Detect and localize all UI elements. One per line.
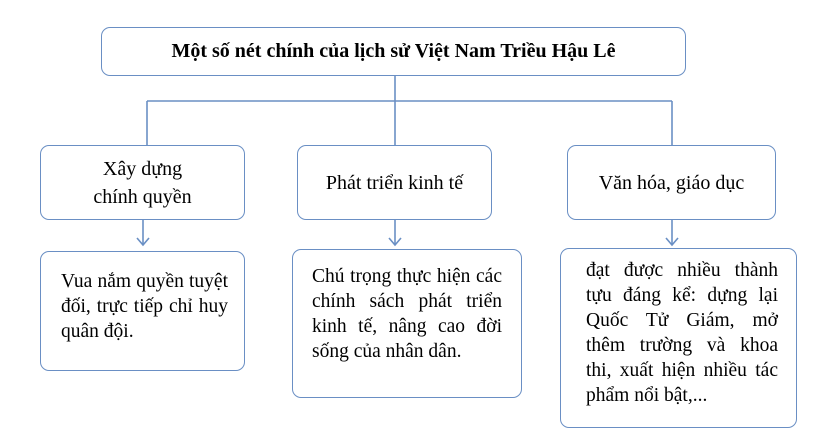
heading-economy: Phát triển kinh tế [325,171,464,194]
heading-box-economy [297,145,492,220]
heading-culture: Văn hóa, giáo dục [598,171,745,194]
detail-culture: đạt được nhiều thành tựu đáng kể: dựng lại Quốc Tử Giám, mở thêm trường và khoa thi, xuất hiện nhiều tác phẩm nổi bật,... [586,260,778,406]
detail-economy: Chú trọng thực hiện các chính sách phát triển kinh tế, nâng cao đời sống của nhân dân. [312,266,502,362]
heading-box-government [40,145,245,220]
heading-box-culture [567,145,776,220]
detail-government: Vua nắm quyền tuyệt đối, trực tiếp chỉ huy quân đội. [61,271,228,342]
detail-box-culture [560,248,797,428]
detail-box-government [40,251,245,371]
diagram-title: Một số nét chính của lịch sử Việt Nam Triều Hậu Lê [171,40,616,62]
heading-government-line-1: Xây dựng [102,157,183,180]
title-box [101,27,686,76]
heading-government-line-2: chính quyền [93,185,192,208]
detail-box-economy [292,249,522,398]
